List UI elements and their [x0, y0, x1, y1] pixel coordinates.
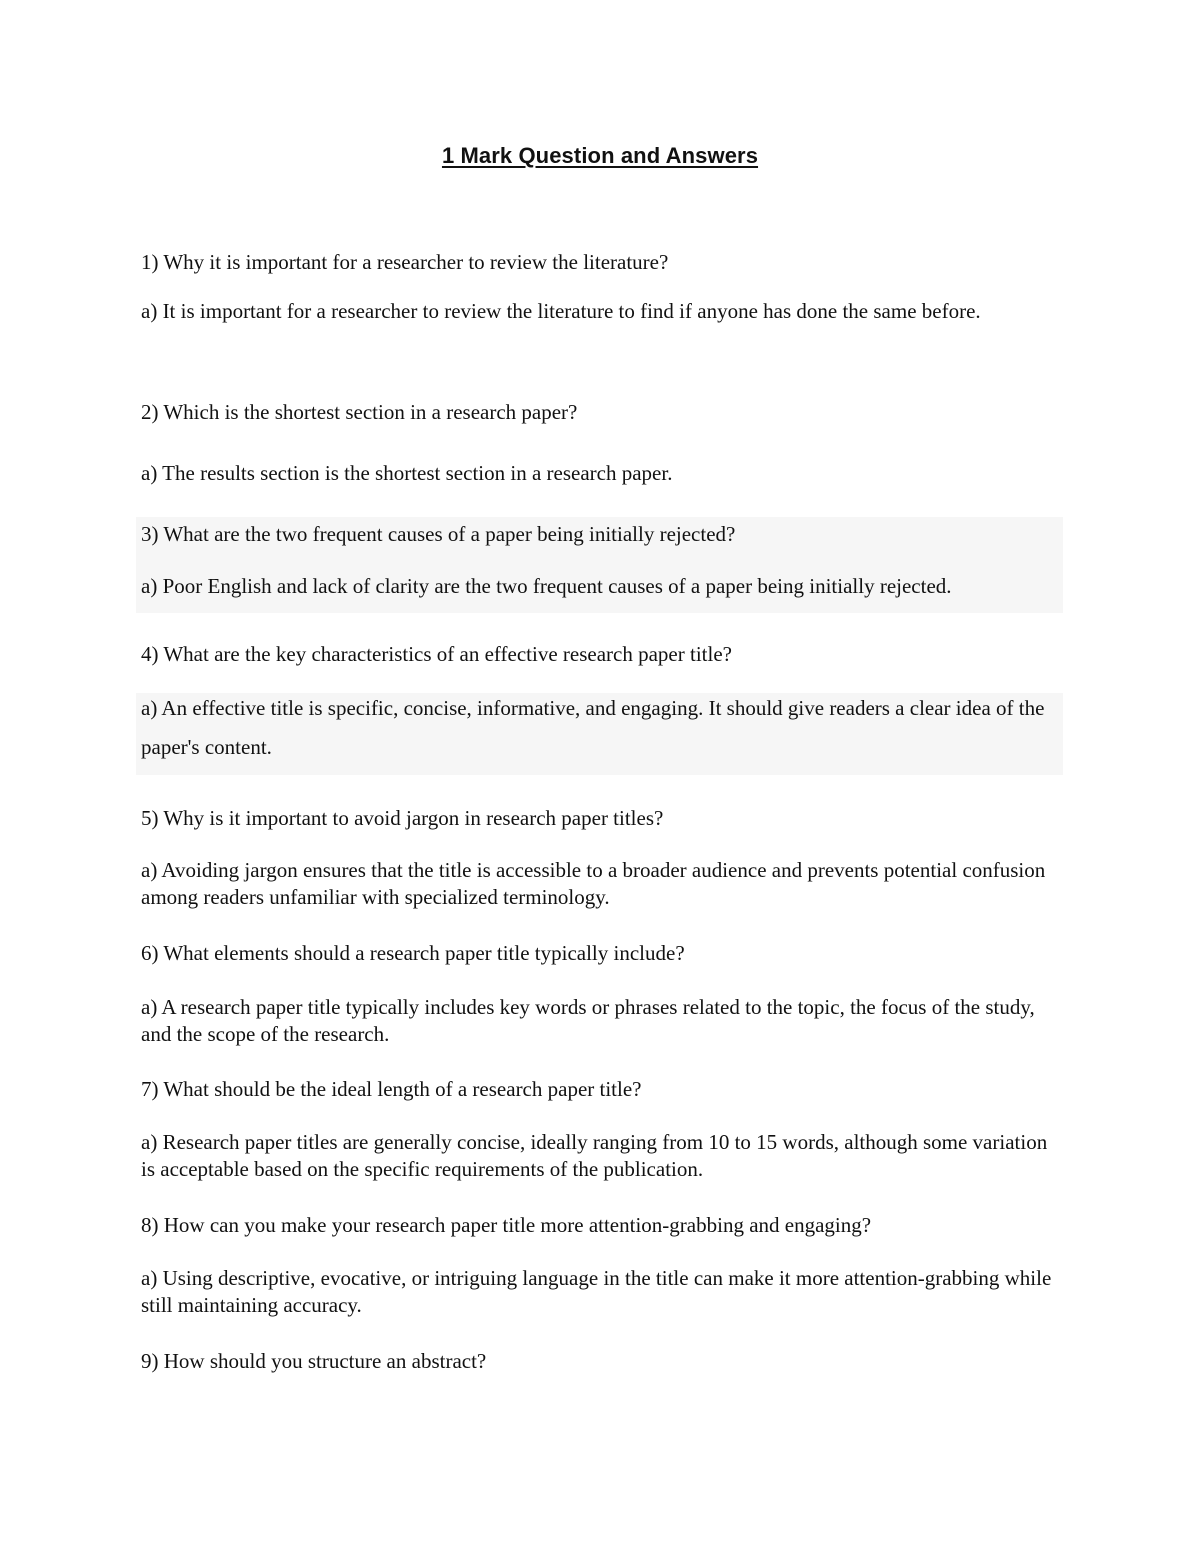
answer-5: a) Avoiding jargon ensures that the title is accessible to a broader audience and prevents potential confusion among readers unfamiliar with specialized terminology.: [141, 858, 1046, 909]
question-6: 6) What elements should a research paper title typically include?: [141, 941, 685, 965]
question-9: 9) How should you structure an abstract?: [141, 1349, 487, 1373]
question-7: 7) What should be the ideal length of a research paper title?: [141, 1077, 642, 1101]
document-title: 1 Mark Question and Answers: [441, 143, 759, 168]
answer-3: a) Poor English and lack of clarity are the two frequent causes of a paper being initially rejected.: [141, 574, 952, 598]
question-4: 4) What are the key characteristics of an effective research paper title?: [141, 642, 732, 666]
answer-8: a) Using descriptive, evocative, or intriguing language in the title can make it more attention-grabbing while still maintaining accuracy.: [141, 1266, 1052, 1317]
answer-4: a) An effective title is specific, concise, informative, and engaging. It should give readers a clear idea of the paper's content.: [141, 696, 1045, 759]
question-8: 8) How can you make your research paper title more attention-grabbing and engaging?: [141, 1213, 872, 1237]
answer-2: a) The results section is the shortest section in a research paper.: [141, 461, 673, 485]
question-5: 5) Why is it important to avoid jargon in research paper titles?: [141, 806, 664, 830]
answer-6: a) A research paper title typically includes key words or phrases related to the topic, the focus of the study, and the scope of the research.: [141, 995, 1035, 1046]
question-2: 2) Which is the shortest section in a research paper?: [141, 400, 578, 424]
answer-7: a) Research paper titles are generally concise, ideally ranging from 10 to 15 words, although some variation is acceptable based on the specific requirements of the publication.: [141, 1130, 1048, 1181]
answer-1: a) It is important for a researcher to review the literature to find if anyone has done the same before.: [141, 299, 981, 323]
question-3: 3) What are the two frequent causes of a paper being initially rejected?: [141, 522, 736, 546]
question-1: 1) Why it is important for a researcher to review the literature?: [141, 250, 669, 274]
